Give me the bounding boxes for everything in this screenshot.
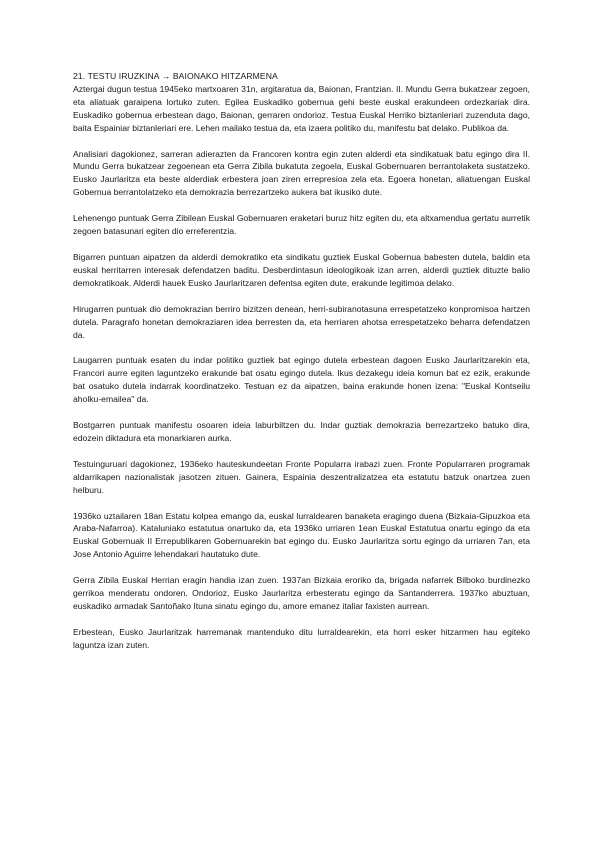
- paragraph-introduction: Aztergai dugun testua 1945eko martxoaren 31n, argitaratua da, Baionan, Frantzian. II. Mundu Gerra bukatzear zegoen, eta aliatuak garaipena lortuko zuten. Egilea Euskadiko gobernua gehi beste euskal erakundeen ordezkariak dira. Euskadiko gobernua erbestean dago, Baionan, gerraren ondorioz. Testua Euskal Herriko biztanleriari zuzenduta dago, baita Espainiar biztanleriari ere. Lehen mailako testua da, eta izaera politiko du, manifestu bat delako. Publikoa da.: [73, 83, 530, 133]
- document-title: 21. TESTU IRUZKINA → BAIONAKO HITZARMENA: [73, 71, 278, 81]
- paragraph-analysis: Analisiari dagokionez, sarreran adierazten da Francoren kontra egin zuten alderdi eta sindikatuak batu egingo dira II. Mundu Gerra bukatzear zegoenean eta Gerra Zibila bukatuta zegoela, Euskal Gobernuaren berrantolaketa sustatzeko. Eusko Jaurlaritza eta beste alderdiak erbestera joan ziren errepresioa zela eta. Egoera honetan, aliatuengan Euskal Gobernua berrantolatzeko eta demokrazia berrezartzeko aukera bat ikusiko dute.: [73, 148, 530, 198]
- paragraph-fourth-point: Laugarren puntuak esaten du indar politiko guztiek bat egingo dutela erbestean dagoen Eusko Jaurlaritzarekin eta, Francori aurre egiten laguntzeko erakunde bat osatu egingo dutela. Ikus dezakegu ideia komun bat ez ezik, erakunde bat osatuko dutela indarrak koordinatzeko. Testuan ez da aipatzen, baina erakunde honen izena: "Euskal Kontseilu aholku-emailea" da.: [73, 355, 530, 405]
- paragraph-first-point: Lehenengo puntuak Gerra Zibilean Euskal Gobernuaren eraketari buruz hitz egiten du, eta altxamendua gertatu aurretik zegoen batasunari egiten dio erreferentzia.: [73, 213, 530, 237]
- paragraph-context: Testuinguruari dagokionez, 1936eko hauteskundeetan Fronte Popularra irabazi zuen. Fronte Popularraren programak aldarrikapen nazionalistak jasotzen zituen. Gainera, Espainia deszentralizatzea eta estatutu batzuk onartzea zuen helburu.: [73, 458, 530, 495]
- paragraph-civil-war: Gerra Zibila Euskal Herrian eragin handia izan zuen. 1937an Bizkaia eroriko da, brigada nafarrek Bilboko burdinezko gerrikoa menderatu ondoren. Ondorioz, Eusko Jaurlaritza erbesteratu egingo da Santanderrera. 1937ko abuztuan, euskadiko armadak Santoñako Ituna sinatu egingo du, amore emanez italiar faxisten aurrean.: [73, 575, 530, 611]
- paragraph-fifth-point: Bostgarren puntuak manifestu osoaren ideia laburbiltzen du. Indar guztiak demokrazia berrezartzeko batuko dira, edozein diktadura eta monarkiaren aurka.: [73, 420, 530, 443]
- paragraph-coup: 1936ko uztailaren 18an Estatu kolpea emango da, euskal lurraldearen banaketa eragingo duena (Bizkaia-Gipuzkoa eta Araba-Nafarroa). Kataluniako estatutua onartuko da, eta 1936ko urriaren 1ean Euskal Estatutua onartu egingo da eta Euskal Gobernuak II Errepublikaren Gobernuarekin bat egingo du. Eusko Jaurlaritza sortu egingo da urriaren 7an, eta Jose Antonio Aguirre lehendakari hautatuko dute.: [73, 510, 530, 560]
- document-body: [73, 70, 530, 665]
- paragraph-exile: Erbestean, Eusko Jaurlaritzak harremanak mantenduko ditu lurraldearekin, eta horri esker hitzarmen hau egiteko laguntza izan zuten.: [73, 626, 530, 650]
- paragraph-second-point: Bigarren puntuan aipatzen da alderdi demokratiko eta sindikatu guztiek Euskal Gobernua babesten dutela, baldin eta euskal herritarren interesak defendatzen baditu. Desberdintasun ideologikoak izan arren, alderdi guztiek dituzte balio demokratikoak. Alderdi hauek Eusko Jaurlaritzaren defentsa egiten dute, erakunde legitimoa delako.: [73, 251, 530, 288]
- paragraph-third-point: Hirugarren puntuak dio demokrazian berriro bizitzen denean, herri-subiranotasuna errespetatzeko konpromisoa hartzen dutela. Paragrafo honetan demokraziaren idea berresten da, eta herriaren ahotsa errespetatzeko beharra defendatzen da.: [73, 303, 530, 340]
